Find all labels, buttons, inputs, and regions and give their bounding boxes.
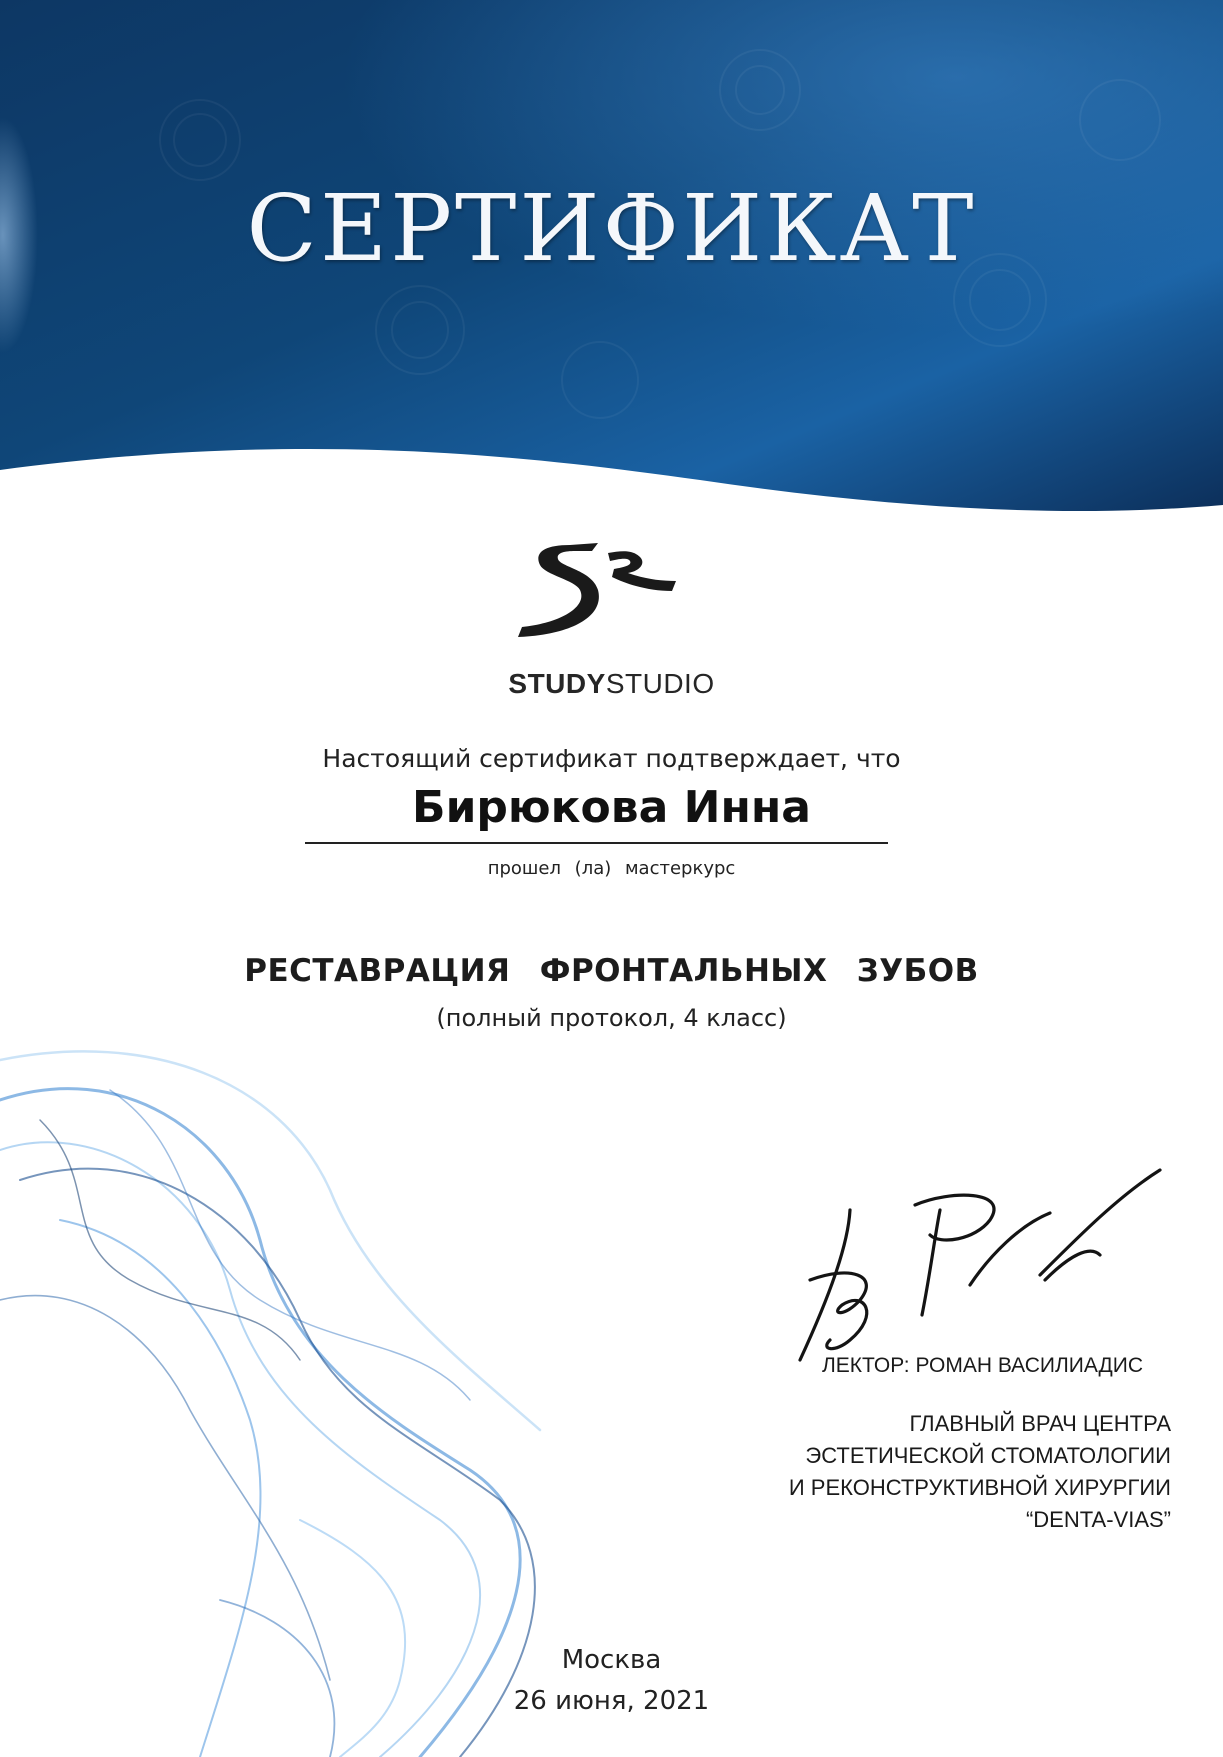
- study-studio-logo: [500, 535, 680, 655]
- brand-name-light: STUDIO: [605, 668, 715, 699]
- name-underline: [305, 842, 888, 844]
- course-title: РЕСТАВРАЦИЯ ФРОНТАЛЬНЫХ ЗУБОВ: [244, 953, 979, 989]
- position-line: “DENTA-VIAS”: [1025, 1507, 1171, 1532]
- lecturer-position: [789, 1408, 1171, 1536]
- issue-city: Москва: [561, 1645, 662, 1675]
- confirmation-text: Настоящий сертификат подтверждает, что: [322, 744, 901, 773]
- position-line: И РЕКОНСТРУКТИВНОЙ ХИРУРГИИ: [788, 1475, 1171, 1500]
- position-line: ГЛАВНЫЙ ВРАЧ ЦЕНТРА: [909, 1411, 1171, 1436]
- lecturer-name: ЛЕКТОР: РОМАН ВАСИЛИАДИС: [822, 1354, 1144, 1377]
- course-subtitle: (полный протокол, 4 класс): [436, 1004, 787, 1032]
- recipient-name: Бирюкова Инна: [412, 782, 811, 833]
- position-line: ЭСТЕТИЧЕСКОЙ СТОМАТОЛОГИИ: [805, 1443, 1171, 1468]
- certificate-title: СЕРТИФИКАТ: [246, 175, 977, 282]
- completed-text: прошел (ла) мастеркурс: [487, 858, 736, 879]
- brand-name: [0, 668, 1223, 700]
- brand-name-bold: STUDY: [508, 668, 606, 699]
- issue-date: 26 июня, 2021: [513, 1686, 710, 1716]
- lecturer-signature: [790, 1165, 1170, 1375]
